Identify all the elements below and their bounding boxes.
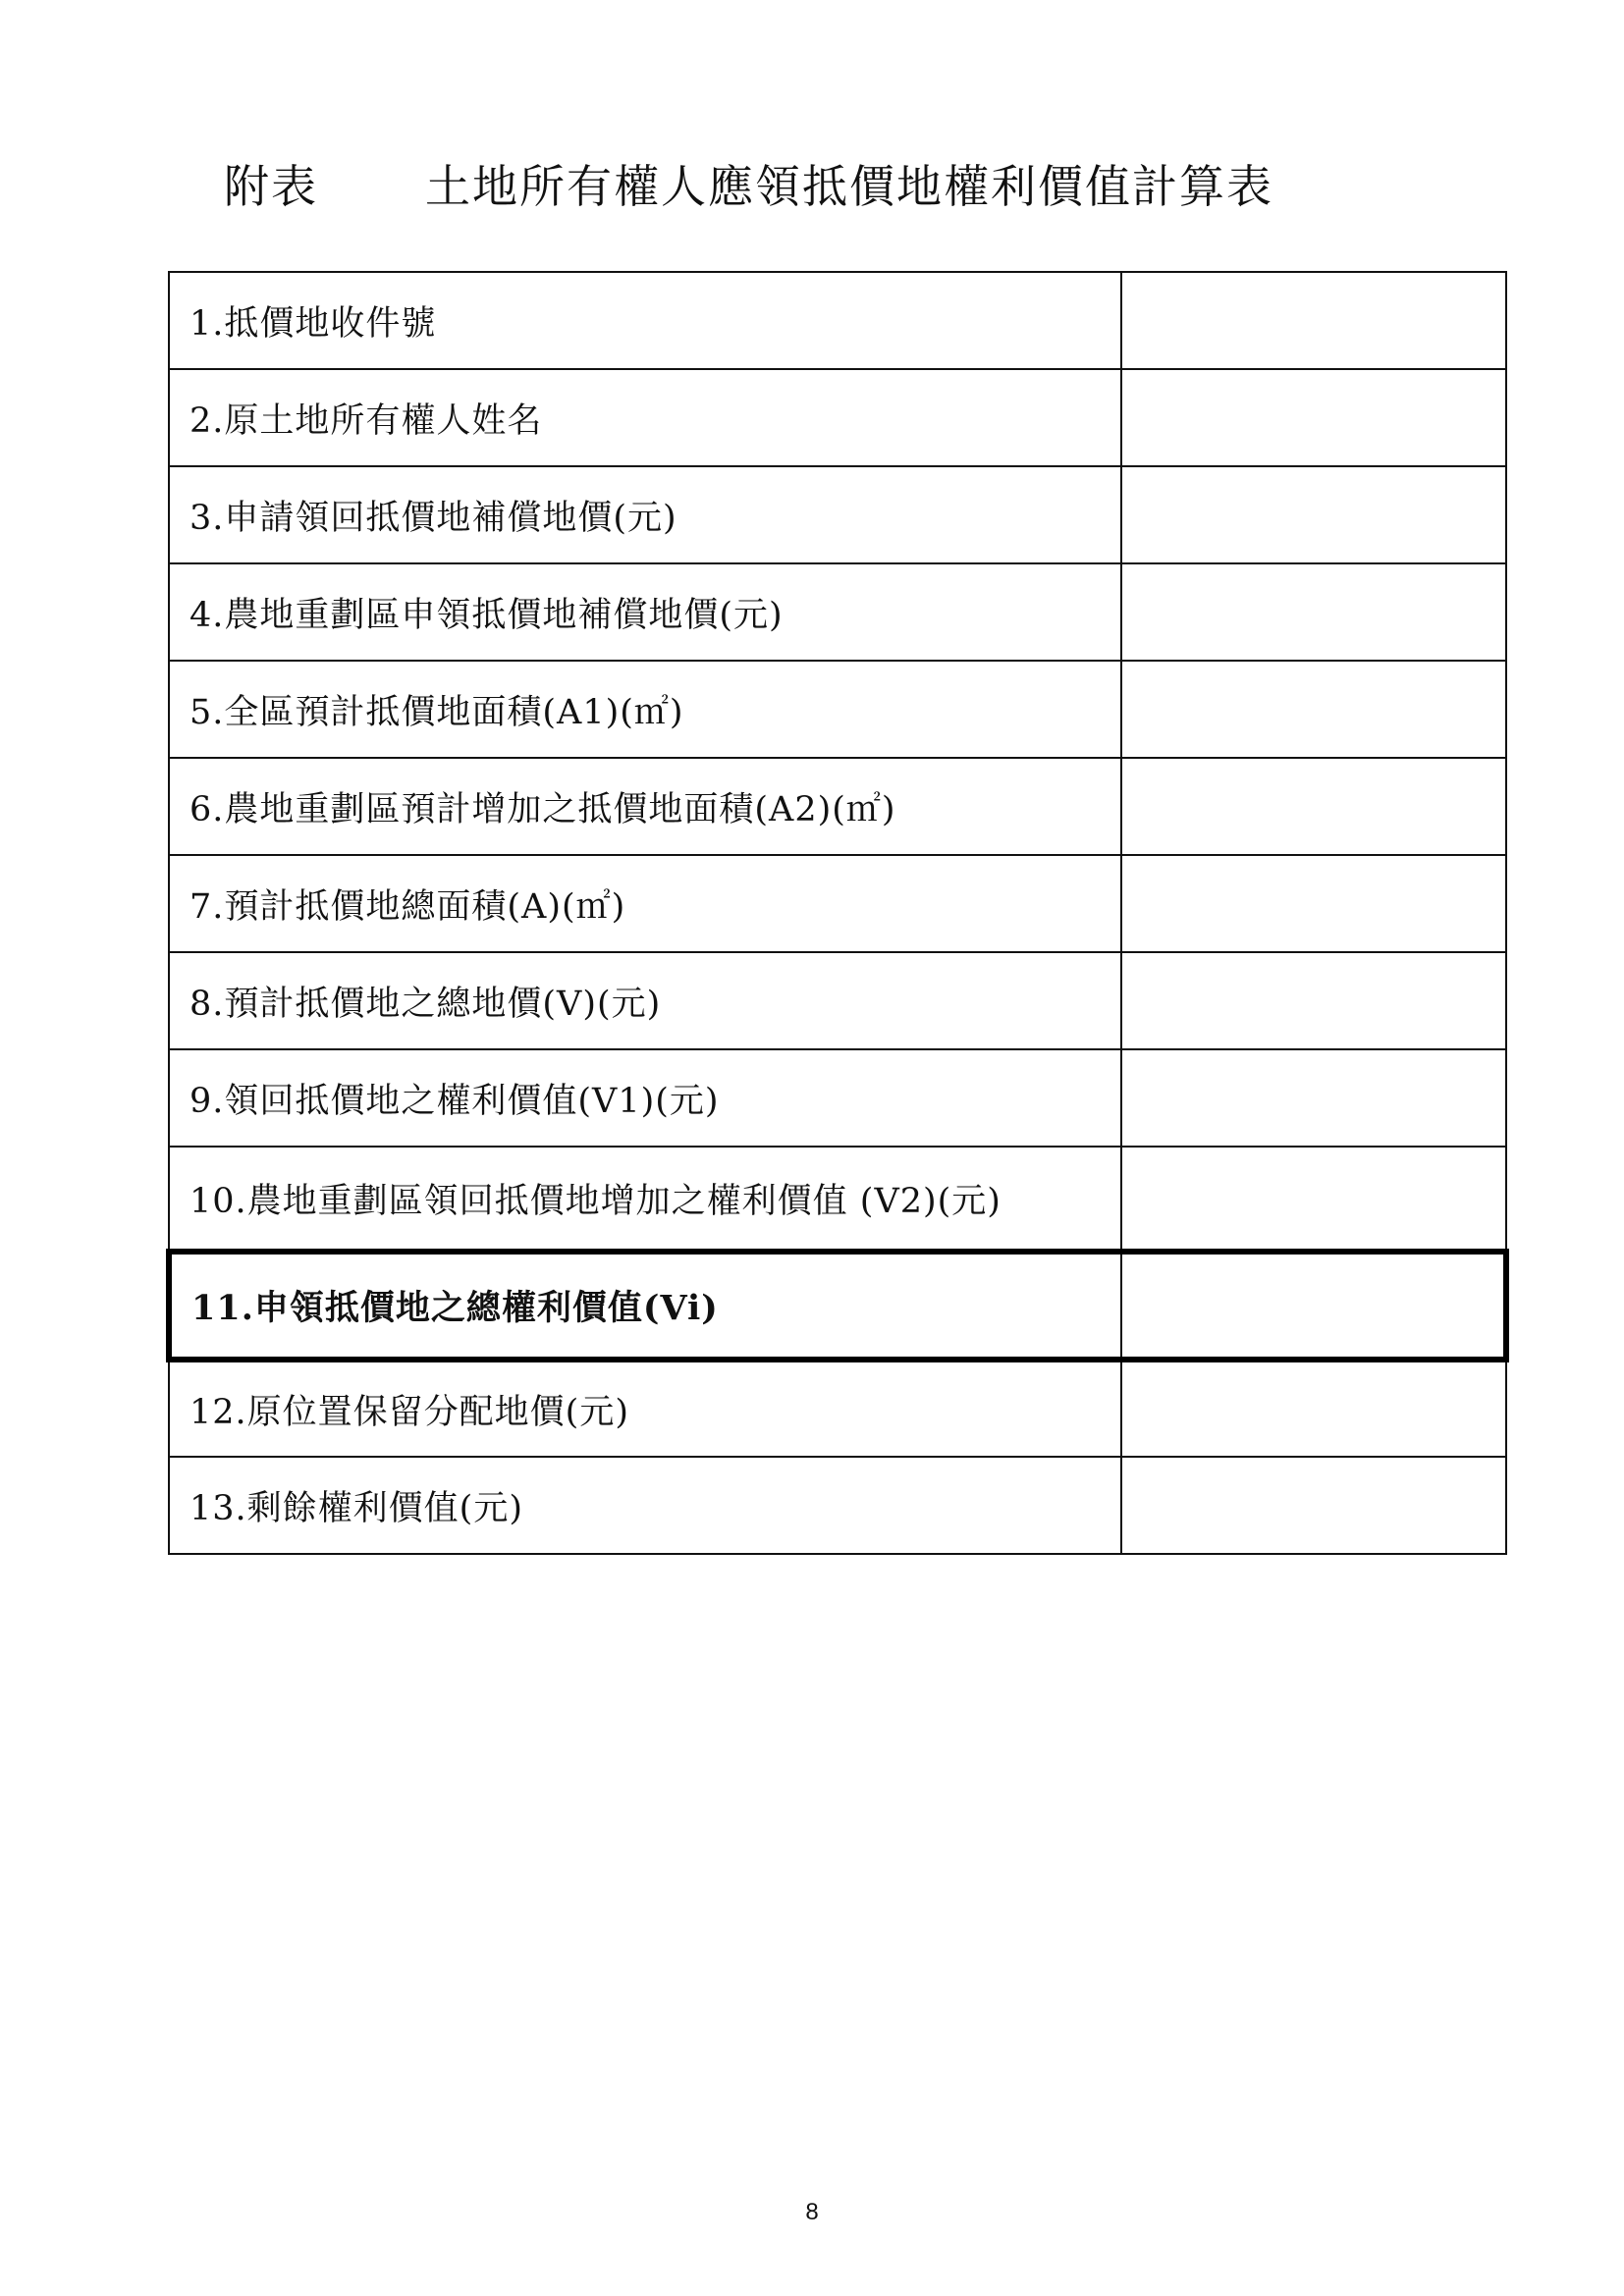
table-row: [169, 1049, 1506, 1147]
table-row: [169, 855, 1506, 952]
page-number: 8: [805, 2199, 819, 2225]
value-field[interactable]: [1121, 855, 1506, 952]
table-row: [169, 758, 1506, 855]
value-field[interactable]: [1121, 758, 1506, 855]
table-row: [169, 563, 1506, 661]
value-field[interactable]: [1121, 1252, 1506, 1360]
value-field[interactable]: [1121, 1360, 1506, 1457]
row-label: 13.剩餘權利價值(元): [169, 1457, 1121, 1554]
row-label: 11.申領抵價地之總權利價值(Vi): [169, 1252, 1121, 1360]
value-field[interactable]: [1121, 563, 1506, 661]
value-field[interactable]: [1121, 661, 1506, 758]
row-label: 9.領回抵價地之權利價值(V1)(元): [169, 1049, 1121, 1147]
table-row: [169, 1360, 1506, 1457]
table-row: [169, 1457, 1506, 1554]
title-text: 土地所有權人應領抵價地權利價值計算表: [425, 160, 1273, 213]
row-label: 6.農地重劃區預計增加之抵價地面積(A2)(㎡): [169, 758, 1121, 855]
row-label: 12.原位置保留分配地價(元): [169, 1360, 1121, 1457]
table-row: [169, 466, 1506, 563]
row-label: 8.預計抵價地之總地價(V)(元): [169, 952, 1121, 1049]
value-field[interactable]: [1121, 1147, 1506, 1252]
table-row: [169, 272, 1506, 369]
value-field[interactable]: [1121, 1049, 1506, 1147]
table-row: [169, 1147, 1506, 1252]
value-field[interactable]: [1121, 1457, 1506, 1554]
table-row-highlighted: [169, 1252, 1506, 1360]
table-row: [169, 369, 1506, 466]
row-label: 2.原土地所有權人姓名: [169, 369, 1121, 466]
row-label: 10.農地重劃區領回抵價地增加之權利價值 (V2)(元): [169, 1147, 1121, 1252]
value-field[interactable]: [1121, 952, 1506, 1049]
value-field[interactable]: [1121, 369, 1506, 466]
calculation-table: [166, 271, 1509, 1555]
row-label: 5.全區預計抵價地面積(A1)(㎡): [169, 661, 1121, 758]
row-label: 4.農地重劃區申領抵價地補償地價(元): [169, 563, 1121, 661]
table-row: [169, 952, 1506, 1049]
row-label: 7.預計抵價地總面積(A)(㎡): [169, 855, 1121, 952]
document-title: [224, 149, 1273, 218]
value-field[interactable]: [1121, 272, 1506, 369]
row-label: 1.抵價地收件號: [169, 272, 1121, 369]
value-field[interactable]: [1121, 466, 1506, 563]
row-label: 3.申請領回抵價地補償地價(元): [169, 466, 1121, 563]
title-prefix: 附表: [224, 160, 318, 213]
table-row: [169, 661, 1506, 758]
